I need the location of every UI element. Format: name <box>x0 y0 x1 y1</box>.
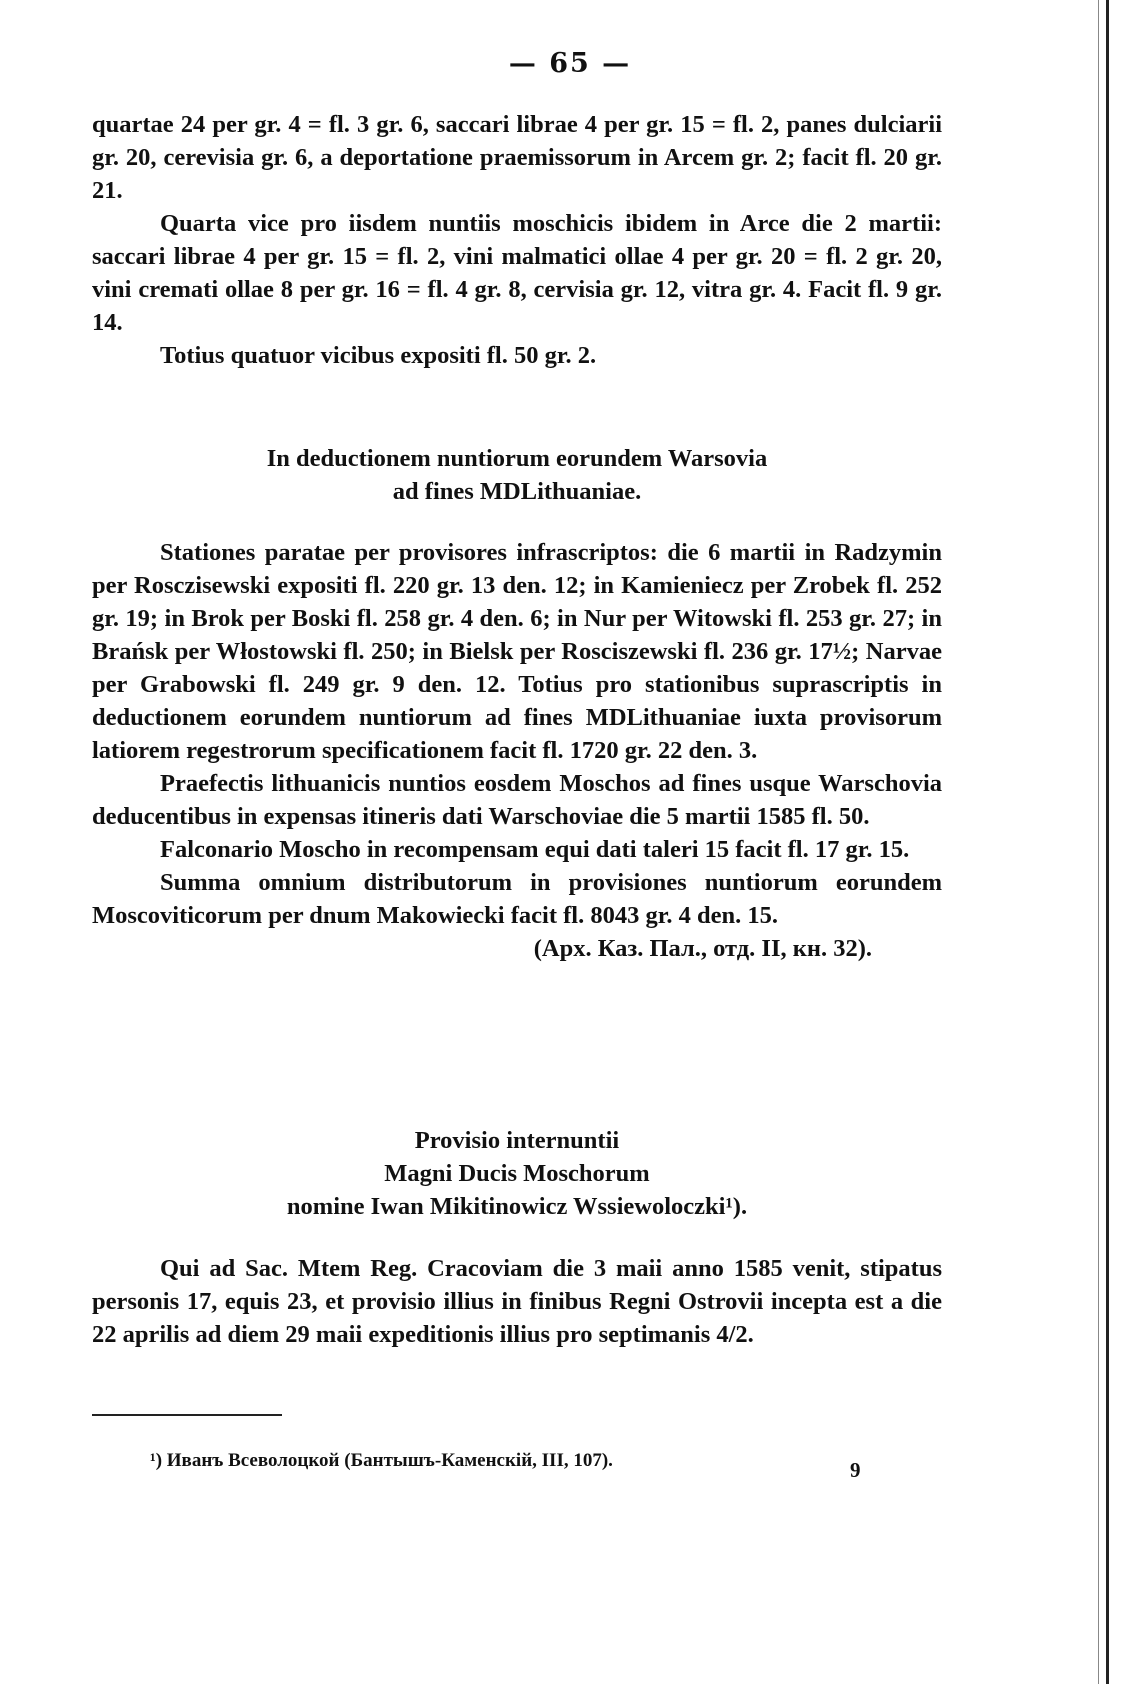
paragraph: Stationes paratae per provisores infrascriptos: die 6 martii in Radzymin per Rosczisewski expositi fl. 220 gr. 13 den. 12; in Kamieniecz per Zrobek fl. 252 gr. 19; in Brok per Boski fl. 258 gr. 4 den. 6; in Nur per Witowski fl. 253 gr. 27; in Brańsk per Włostowski fl. 250; in Bielsk per Rosciszewski fl. 236 gr. 17½; Narvae per Grabowski fl. 249 gr. 9 den. 12. Totius pro stationibus suprascriptis in deductionem eorundem nuntiorum ad fines MDLithuaniae iuxta provisorum latiorem regestrorum specificationem facit fl. 1720 gr. 22 den. 3. <box>92 539 942 764</box>
heading-text: nomine Iwan Mikitinowicz Wssiewoloczki <box>286 1193 726 1220</box>
binding-edge-thin <box>1098 0 1099 1684</box>
text-block-middle <box>92 536 942 965</box>
heading-line <box>92 1190 942 1223</box>
paragraph: Summa omnium distributorum in provisiones nuntiorum eorundem Moscoviticorum per dnum Makowiecki facit fl. 8043 gr. 4 den. 15. <box>92 869 942 929</box>
paragraph: quartae 24 per gr. 4 = fl. 3 gr. 6, saccari librae 4 per gr. 15 = fl. 2, panes dulciarii gr. 20, cerevisia gr. 6, a deportatione praemissorum in Arcem gr. 2; facit fl. 20 gr. 21. <box>92 111 942 204</box>
text-block-top <box>92 108 942 372</box>
heading-line: Magni Ducis Moschorum <box>384 1160 650 1187</box>
footnote-reference: ¹). <box>725 1193 748 1220</box>
paragraph: Falconario Moscho in recompensam equi dati taleri 15 facit fl. 17 gr. 15. <box>160 836 910 863</box>
binding-edge <box>1106 0 1109 1684</box>
paragraph: Qui ad Sac. Mtem Reg. Cracoviam die 3 maii anno 1585 venit, stipatus personis 17, equis 23, et provisio illius in finibus Regni Ostrovii incepta est a die 22 aprilis ad diem 29 maii expeditionis illius pro septimanis 4/2. <box>92 1255 942 1348</box>
paragraph: Praefectis lithuanicis nuntios eosdem Moschos ad fines usque Warschovia deducentibus in expensas itineris dati Warschoviae die 5 martii 1585 fl. 50. <box>92 770 942 830</box>
heading-line: ad fines MDLithuaniae. <box>392 478 642 505</box>
signature-mark: 9 <box>850 1458 861 1482</box>
section-heading <box>92 1124 942 1223</box>
page-number: — 65 — <box>508 48 632 79</box>
footnote-mark: ¹) <box>150 1450 163 1471</box>
paragraph: Quarta vice pro iisdem nuntiis moschicis ibidem in Arce die 2 martii: saccari librae 4 per gr. 15 = fl. 2, vini malmatici ollae 4 per gr. 20 = fl. 2 gr. 20, vini cremati ollae 8 per gr. 16 = fl. 4 gr. 8, cervisia gr. 12, vitra gr. 4. Facit fl. 9 gr. 14. <box>92 210 942 336</box>
heading-line: In deductionem nuntiorum eorundem Warsovia <box>266 445 768 472</box>
heading-line: Provisio internuntii <box>414 1127 620 1154</box>
footnote <box>150 1450 910 1472</box>
section-heading <box>92 442 942 508</box>
paragraph: Totius quatuor vicibus expositi fl. 50 gr. 2. <box>160 342 597 369</box>
text-block-bottom <box>92 1252 942 1351</box>
footnote-text: Иванъ Всеволоцкой (Бантышъ-Каменскій, III, 107). <box>166 1450 613 1471</box>
footnote-separator <box>92 1414 282 1416</box>
source-reference: (Арх. Каз. Пал., отд. II, кн. 32). <box>533 935 872 962</box>
